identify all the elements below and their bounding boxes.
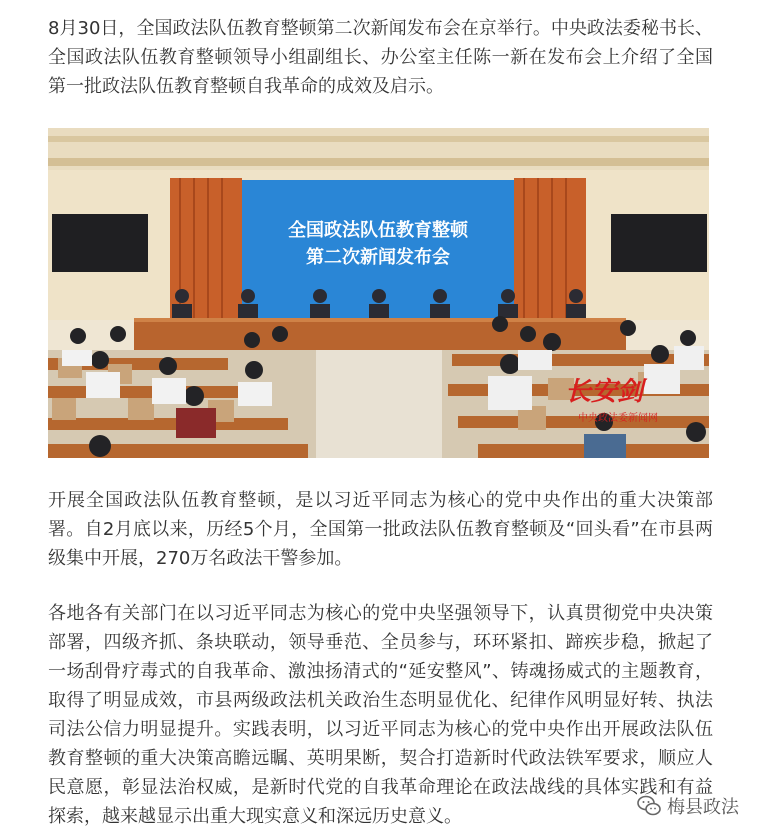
paragraph-overview: 开展全国政法队伍教育整顿，是以习近平同志为核心的党中央作出的重大决策部署。自2月底以来，历经5个月，全国第一批政法队伍教育整顿及“回头看”在市县两级集中开展，270万名政法干警参加。 [48,490,713,569]
wechat-icon [637,795,661,817]
banner-line1: 全国政法队伍教育整顿 [288,220,468,241]
watermark-text: 梅县政法 [667,797,739,818]
account-watermark [637,793,739,819]
photo-logo-title: 长安剑 [564,377,644,407]
paragraph-intro: 8月30日，全国政法队伍教育整顿第二次新闻发布会在京举行。中央政法委秘书长、全国政法队伍教育整顿领导小组副组长、办公室主任陈一新在发布会上介绍了全国第一批政法队伍教育整顿自我革命的成效及启示。 [48,18,713,97]
paragraph-achievements: 各地各有关部门在以习近平同志为核心的党中央坚强领导下，认真贯彻党中央决策部署，四级齐抓、条块联动，领导垂范、全员参与，环环紧扣、蹄疾步稳，掀起了一场刮骨疗毒式的自我革命、激浊扬清式的“延安整风”、铸魂扬威式的主题教育，取得了明显成效，市县两级政法机关政治生态明显优化、纪律作风明显好转、执法司法公信力明显提升。实践表明，以习近平同志为核心的党中央作出开展政法队伍教育整顿的重大决策高瞻远瞩、英明果断，契合打造新时代政法铁军要求，顺应人民意愿，彰显法治权威，是新时代党的自我革命理论在政法战线的具体实践和有益探索，越来越显示出重大现实意义和深远历史意义。 [48,603,713,827]
banner-line2: 第二次新闻发布会 [306,247,450,268]
press-conference-photo [48,128,709,458]
photo-logo-subtitle: 中央政法委新闻网 [578,413,658,424]
